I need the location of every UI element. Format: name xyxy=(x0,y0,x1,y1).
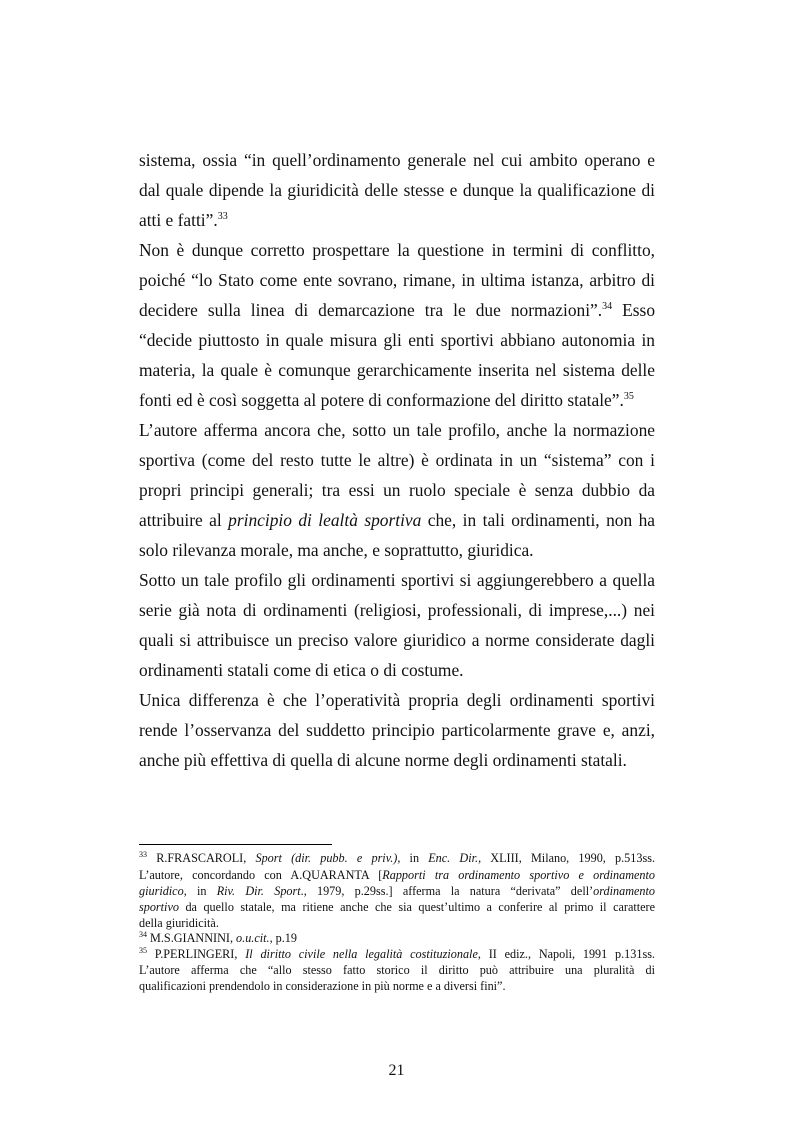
footnote-line xyxy=(139,900,655,914)
footnote-ref: 33 xyxy=(217,211,228,222)
body-line: sistema, ossia “in quell’ordinamento generale nel cui ambito operano e xyxy=(139,150,655,170)
body-line: L’autore afferma ancora che, sotto un tale profilo, anche la normazione xyxy=(139,420,655,440)
footnote-number: 34 xyxy=(139,930,147,939)
footnote-number: 33 xyxy=(139,850,147,859)
body-line: solo rilevanza morale, ma anche, e soprattutto, giuridica. xyxy=(139,540,534,560)
footnote-34 xyxy=(139,931,655,945)
body-line: dal quale dipende la giuridicità delle stesse e dunque la qualificazione di xyxy=(139,180,655,200)
body-line: poiché “lo Stato come ente sovrano, rimane, in ultima istanza, arbitro di xyxy=(139,270,655,290)
body-line: quali si attribuisce un preciso valore giuridico a norme considerate dagli xyxy=(139,630,655,650)
fn-italic: Sport (dir. pubb. e priv.) xyxy=(255,851,398,865)
body-line: ordinamenti statali come di etica o di costume. xyxy=(139,660,464,680)
footnote-line xyxy=(139,884,655,898)
body-line: Sotto un tale profilo gli ordinamenti sportivi si aggiungerebbero a quella xyxy=(139,570,655,590)
body-text: decidere sulla linea di demarcazione tra le due normazioni”. xyxy=(139,300,603,320)
fn-text: L’autore, concordando con A.QUARANTA [ xyxy=(139,868,383,882)
footnote-number: 35 xyxy=(139,946,147,955)
footnote-35 xyxy=(139,947,655,961)
fn-italic: sportivo xyxy=(139,900,179,914)
body-text: Esso xyxy=(612,300,656,320)
fn-text: ., 1979, p.29ss.] afferma la natura “derivata” dell’ xyxy=(300,884,594,898)
footnote-line xyxy=(139,868,655,882)
body-line: materia, la quale è comunque gerarchicamente inserita nel sistema delle xyxy=(139,360,655,380)
fn-text: , in xyxy=(183,884,217,898)
fn-italic: giuridico xyxy=(139,884,184,898)
fn-text: , in xyxy=(397,851,429,865)
fn-text: , II ediz., Napoli, 1991 p.131ss. xyxy=(477,947,655,961)
body-line xyxy=(139,300,655,320)
fn-italic: Rapporti tra ordinamento sportivo e ordinamento xyxy=(382,868,656,882)
body-line: propri principi generali; tra essi un ruolo speciale è senza dubbio da xyxy=(139,480,655,500)
fn-italic: o.u.cit. xyxy=(236,931,270,945)
footnote-line: della giuridicità. xyxy=(139,916,219,930)
fn-text: da quello statale, ma ritiene anche che sia quest’ultimo a conferire al primo il carattere xyxy=(178,900,655,914)
footnote-33 xyxy=(139,851,655,865)
page-number: 21 xyxy=(388,1062,405,1079)
fn-italic: Riv. Dir. Sport xyxy=(216,884,301,898)
body-line: anche più effettiva di quella di alcune norme degli ordinamenti statali. xyxy=(139,750,627,770)
footnote-line: L’autore afferma che “allo stesso fatto storico il diritto può attribuire una pluralità di xyxy=(139,963,655,977)
body-line: “decide piuttosto in quale misura gli enti sportivi abbiano autonomia in xyxy=(139,330,655,350)
body-text: che, in tali ordinamenti, non ha xyxy=(421,510,656,530)
body-line: serie già nota di ordinamenti (religiosi, professionali, di imprese,...) nei xyxy=(139,600,655,620)
fn-italic: Il diritto civile nella legalità costituzionale xyxy=(245,947,478,961)
fn-italic: ordinamento xyxy=(593,884,655,898)
footnote-ref: 35 xyxy=(623,391,634,402)
fn-text: , XLIII, Milano, 1990, p.513ss. xyxy=(478,851,655,865)
body-text: fonti ed è così soggetta al potere di conformazione del diritto statale”. xyxy=(139,390,624,410)
fn-text: , p.19 xyxy=(269,931,297,945)
body-text: atti e fatti”. xyxy=(139,210,218,230)
body-line: sportiva (come del resto tutte le altre) è ordinata in un “sistema” con i xyxy=(139,450,655,470)
footnote-line: qualificazioni prendendolo in considerazione in più norme e a diversi fini”. xyxy=(139,979,506,993)
fn-text: R.FRASCAROLI, xyxy=(147,851,256,865)
fn-text: P.PERLINGERI, xyxy=(147,947,246,961)
fn-text: M.S.GIANNINI, xyxy=(147,931,237,945)
body-text: attribuire al xyxy=(139,510,229,530)
fn-italic: Enc. Dir. xyxy=(428,851,479,865)
body-line xyxy=(139,390,655,410)
italic-term: principio di lealtà sportiva xyxy=(228,510,422,530)
footnote-divider xyxy=(139,844,332,845)
body-line: Non è dunque corretto prospettare la questione in termini di conflitto, xyxy=(139,240,655,260)
body-line xyxy=(139,510,655,530)
body-line xyxy=(139,210,655,230)
body-line: Unica differenza è che l’operatività propria degli ordinamenti sportivi xyxy=(139,690,655,710)
body-line: rende l’osservanza del suddetto principio particolarmente grave e, anzi, xyxy=(139,720,655,740)
footnote-ref: 34 xyxy=(602,301,613,312)
